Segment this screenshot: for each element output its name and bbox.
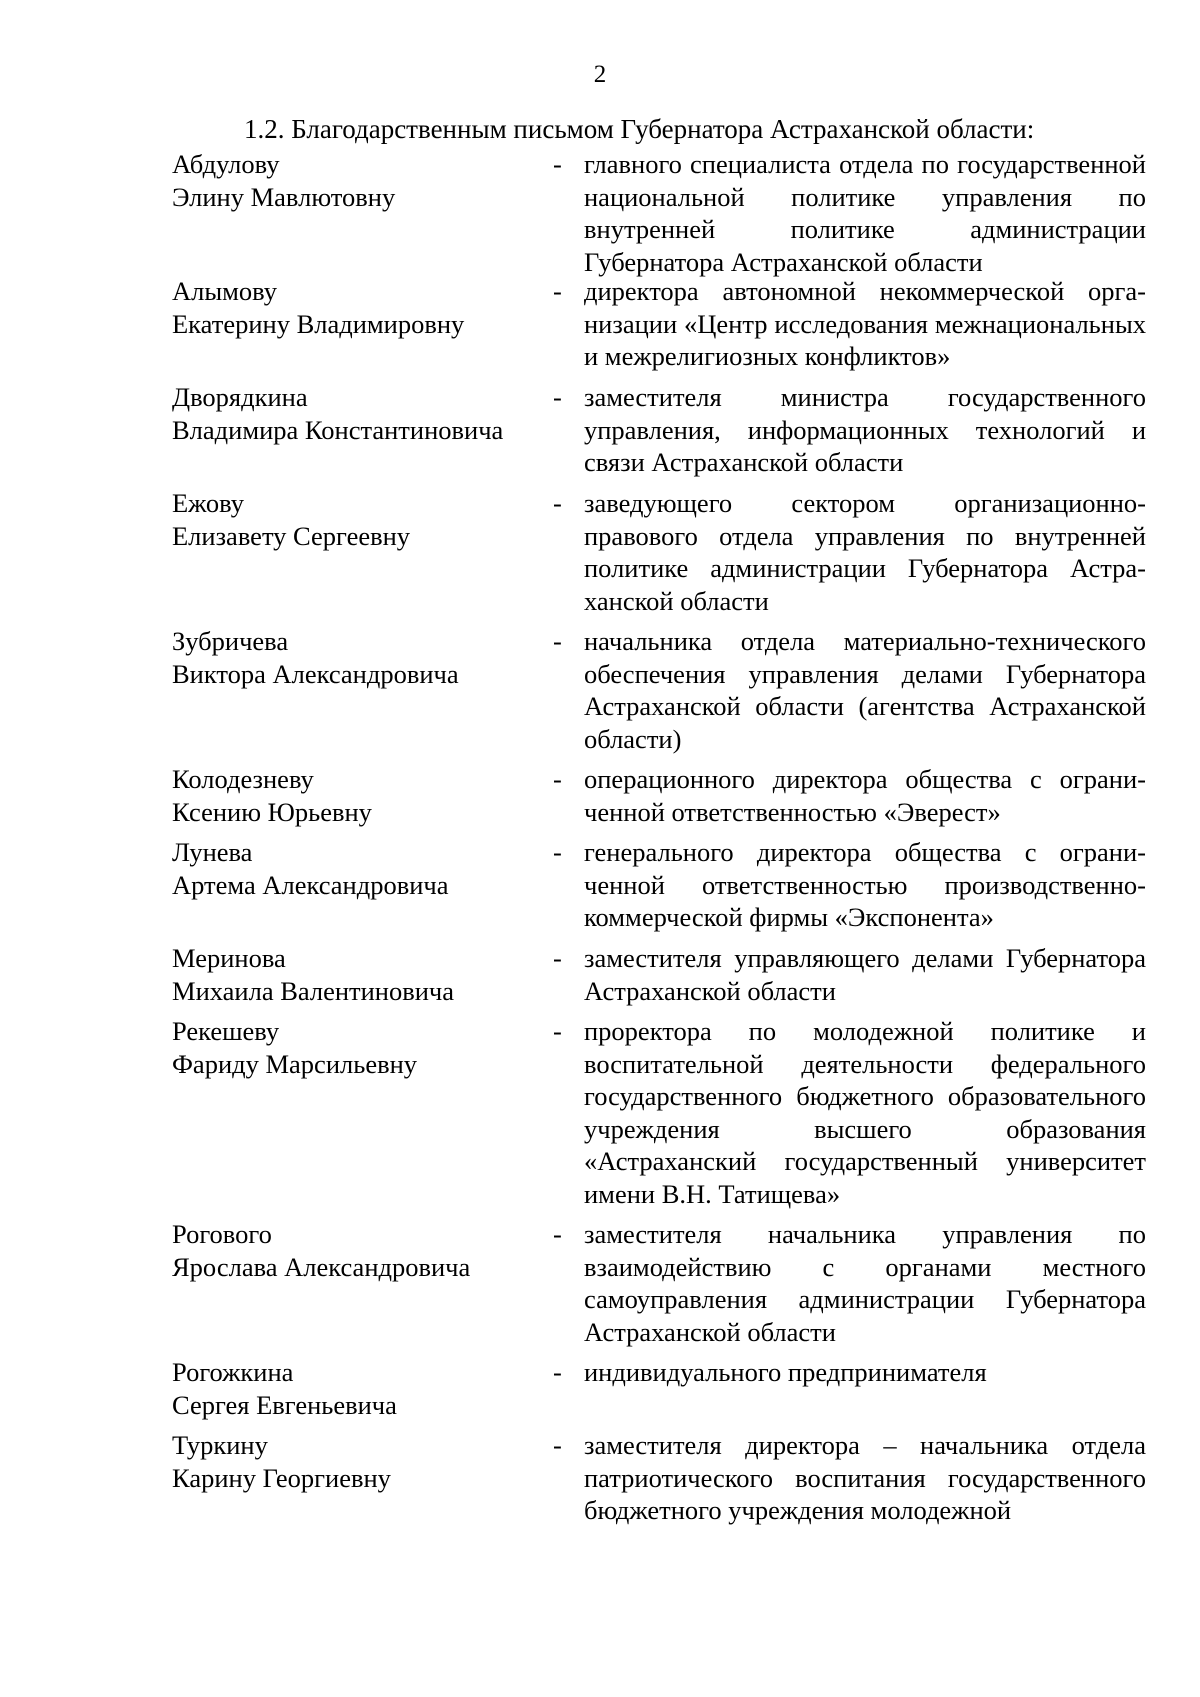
awardee-surname: Дворядкина [172,382,308,412]
awardee-given-names: Ксению Юрьевну [172,796,372,827]
awardee-given-names: Элину Мавлютовну [172,181,396,212]
awardee-list [0,148,1200,1535]
awardee-given-names: Карину Георгиевну [172,1462,391,1493]
awardee-position: главного специалиста отдела по государственной национальной политике управления по внутренней политике администрации Губернатора Астраханской области [584,149,1146,277]
awardee-name [172,1356,552,1421]
awardee-entry [0,1429,1200,1535]
awardee-given-names: Фариду Марсильевну [172,1048,418,1079]
awardee-given-names: Артема Александровича [172,869,449,900]
awardee-given-names: Виктора Александровича [172,658,459,689]
awardee-position: заместителя управляющего делами Губернатора Астраханской области [584,943,1146,1006]
list-dash: - [553,1016,562,1046]
awardee-position: заместителя начальника управления по взаимодействию с органами местного самоуправления администрации Губернатора Астраханской области [584,1219,1146,1347]
awardee-position: операционного директора общества с ограниченной ответственностью «Эверест» [584,764,1146,827]
awardee-surname: Зубричева [172,626,289,656]
awardee-entry [0,487,1200,625]
awardee-name [172,836,552,901]
awardee-given-names: Елизавету Сергеевну [172,520,411,551]
list-dash: - [553,1219,562,1249]
awardee-surname: Абдулову [172,149,280,179]
awardee-entry [0,1356,1200,1429]
awardee-name [172,942,552,1007]
list-dash: - [553,276,562,306]
list-dash: - [553,382,562,412]
list-dash: - [553,488,562,518]
awardee-given-names: Владимира Константиновича [172,414,504,445]
awardee-surname: Рогового [172,1219,272,1249]
list-dash: - [553,149,562,179]
list-dash: - [553,1430,562,1460]
awardee-surname: Алымову [172,276,278,306]
awardee-name [172,625,552,690]
awardee-entry [0,1015,1200,1218]
awardee-entry [0,275,1200,381]
awardee-entry [0,836,1200,942]
list-dash: - [553,626,562,656]
awardee-surname: Рекешеву [172,1016,280,1046]
awardee-entry [0,1218,1200,1356]
awardee-entry [0,625,1200,763]
awardee-entry [0,942,1200,1015]
awardee-name [172,1218,552,1283]
awardee-position: проректора по молодежной политике и воспитательной деятельности федерального государственного бюджетного образовательного учреждения высшего образования «Астраханский государственный университет имени В.Н. Татищева» [584,1016,1146,1209]
awardee-name [172,275,552,340]
awardee-entry [0,763,1200,836]
list-dash: - [553,837,562,867]
list-dash: - [553,943,562,973]
page-number: 2 [593,61,607,88]
awardee-position: заместителя министра государственного управления, информационных технологий и связи Астраханской области [584,382,1146,477]
awardee-surname: Туркину [172,1430,268,1460]
awardee-surname: Меринова [172,943,286,973]
awardee-given-names: Михаила Валентиновича [172,975,455,1006]
awardee-name [172,487,552,552]
awardee-position: индивидуального предпринимателя [584,1357,987,1387]
awardee-position: генерального директора общества с ограниченной ответственностью производственно-коммерческой фирмы «Экспонента» [584,837,1146,932]
awardee-surname: Колодезневу [172,764,314,794]
awardee-position: заместителя директора – начальника отдела патриотического воспитания государственного бюджетного учреждения молодежной [584,1430,1146,1525]
awardee-surname: Ежову [172,488,244,518]
awardee-name [172,1429,552,1494]
awardee-name [172,381,552,446]
awardee-position: начальника отдела материально-технического обеспечения управления делами Губернатора Астраханской области (агентства Астраханской области) [584,626,1146,754]
awardee-given-names: Ярослава Александровича [172,1251,471,1282]
section-heading: 1.2. Благодарственным письмом Губернатора Астраханской области: [244,114,1035,144]
awardee-surname: Лунева [172,837,253,867]
awardee-given-names: Екатерину Владимировну [172,308,465,339]
list-dash: - [553,1357,562,1387]
awardee-surname: Рогожкина [172,1357,294,1387]
awardee-position: директора автономной некоммерческой организации «Центр исследования межнациональных и межрелигиозных конфликтов» [584,276,1146,371]
awardee-position: заведующего сектором организационно-правового отдела управления по внутренней политике администрации Губернатора Астраханской области [584,488,1146,616]
awardee-name [172,1015,552,1080]
list-dash: - [553,764,562,794]
awardee-entry [0,381,1200,487]
awardee-name [172,148,552,213]
awardee-name [172,763,552,828]
awardee-given-names: Сергея Евгеньевича [172,1389,397,1420]
awardee-entry [0,148,1200,275]
